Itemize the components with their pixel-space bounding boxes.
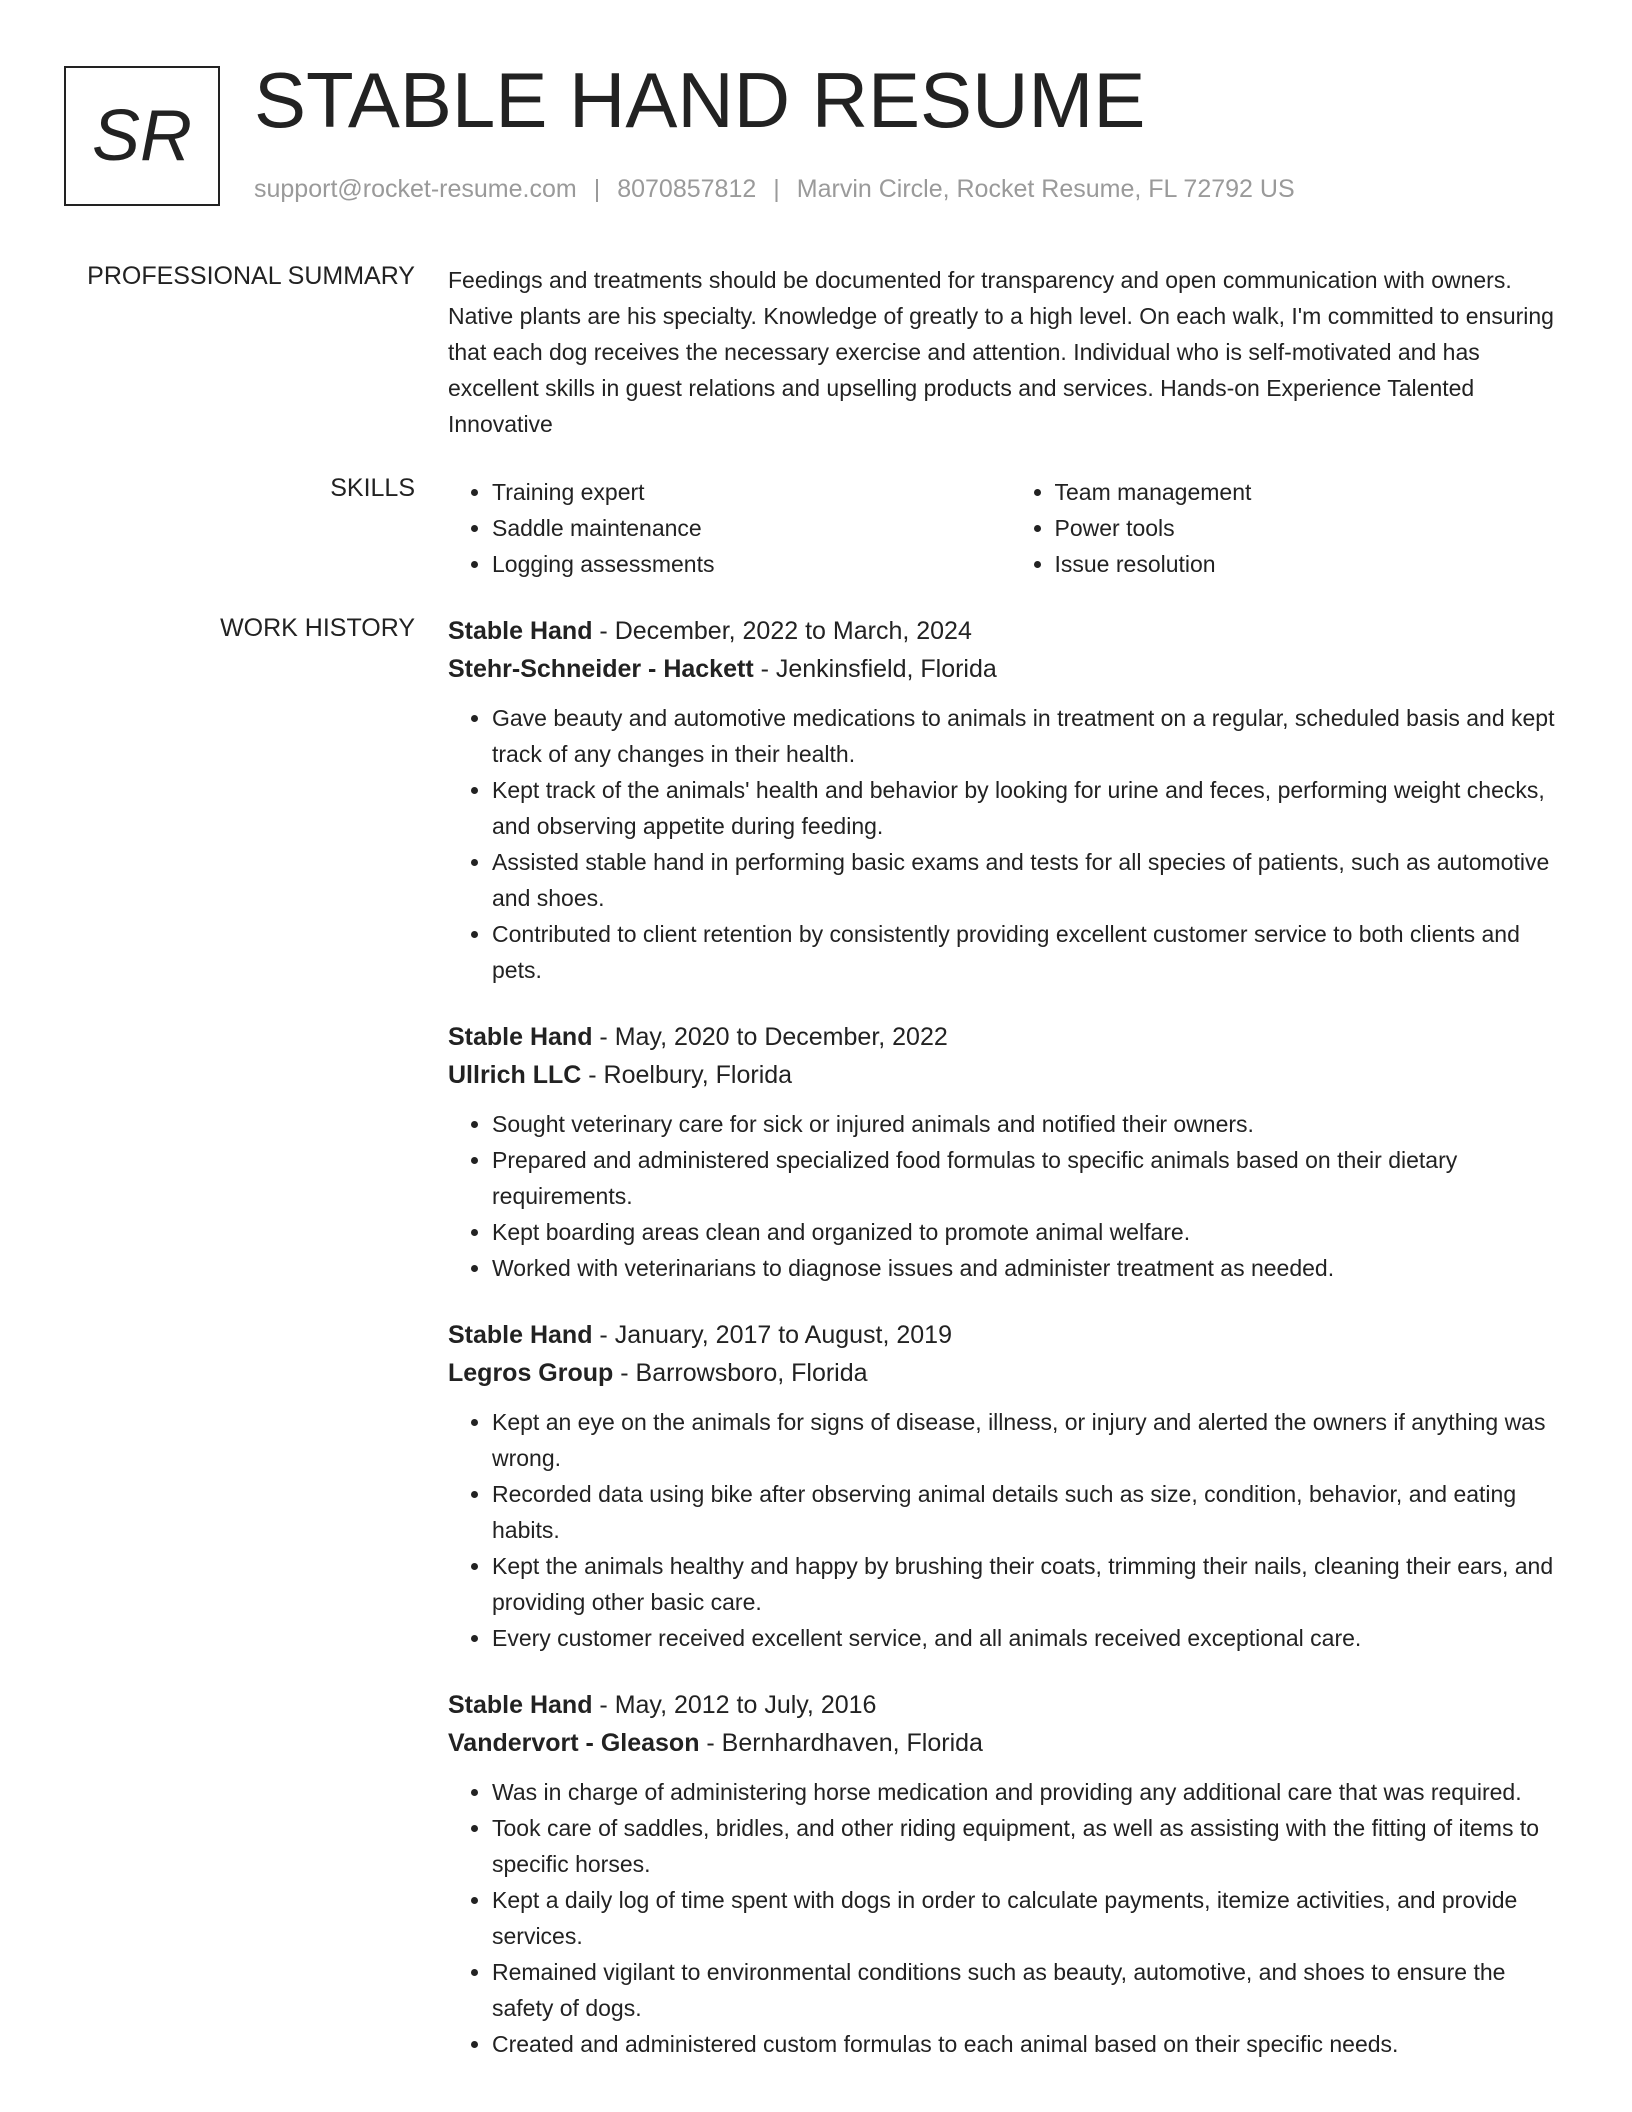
job-company: Legros Group (448, 1359, 614, 1387)
contact-phone: 8070857812 (617, 175, 757, 203)
job-entry (448, 612, 1573, 988)
job-dates: - December, 2022 to March, 2024 (592, 617, 972, 645)
job-bullet: • Prepared and administered specialized food formulas to specific animals based on their dietary requirements. (492, 1142, 1573, 1214)
job-bullet: • Kept boarding areas clean and organized to promote animal welfare. (492, 1214, 1573, 1250)
job-title: Stable Hand (448, 1691, 593, 1719)
monogram-logo: SR (64, 66, 220, 206)
contact-separator: | (593, 175, 601, 203)
job-bullet: • Sought veterinary care for sick or injured animals and notified their owners. (492, 1106, 1573, 1142)
summary-heading: PROFESSIONAL SUMMARY (87, 262, 415, 290)
job-bullet: • Remained vigilant to environmental conditions such as beauty, automotive, and shoes to ensure the safety of dogs. (492, 1954, 1573, 2026)
job-location: - Jenkinsfield, Florida (753, 655, 997, 683)
job-dates: - May, 2020 to December, 2022 (592, 1023, 948, 1051)
job-bullet: • Worked with veterinarians to diagnose issues and administer treatment as needed. (492, 1250, 1573, 1286)
skill-item: • Power tools (1055, 510, 1574, 546)
job-company-line (448, 650, 1573, 688)
job-location: - Barrowsboro, Florida (613, 1359, 868, 1387)
job-bullets (448, 700, 1573, 988)
job-company: Ullrich LLC (448, 1061, 582, 1089)
job-bullet: • Kept track of the animals' health and behavior by looking for urine and feces, performing weight checks, and observing appetite during feeding. (492, 772, 1573, 844)
resume-title: STABLE HAND RESUME (254, 56, 1146, 144)
job-location: - Roelbury, Florida (581, 1061, 793, 1089)
job-location: - Bernhardhaven, Florida (699, 1729, 983, 1757)
job-title: Stable Hand (448, 1023, 593, 1051)
contact-line (254, 175, 1295, 204)
job-bullet: • Recorded data using bike after observing animal details such as size, condition, behavior, and eating habits. (492, 1476, 1573, 1548)
job-company: Vandervort - Gleason (448, 1729, 700, 1757)
job-company-line (448, 1724, 1573, 1762)
job-bullet: • Contributed to client retention by consistently providing excellent customer service to both clients and pets. (492, 916, 1573, 988)
job-company-line (448, 1354, 1573, 1392)
skill-item: • Training expert (492, 474, 1011, 510)
job-bullet: • Created and administered custom formulas to each animal based on their specific needs. (492, 2026, 1573, 2062)
contact-email: support@rocket-resume.com (254, 175, 577, 203)
job-entry (448, 1686, 1573, 2062)
job-bullet: • Gave beauty and automotive medications to animals in treatment on a regular, scheduled basis and kept track of any changes in their health. (492, 700, 1573, 772)
skills-heading: SKILLS (330, 474, 415, 502)
job-company: Stehr-Schneider - Hackett (448, 655, 754, 683)
jobs-list (448, 612, 1573, 2092)
work-history-heading: WORK HISTORY (220, 614, 415, 642)
skills-list-right (1011, 474, 1574, 582)
job-dates: - January, 2017 to August, 2019 (592, 1321, 952, 1349)
job-bullet: • Kept the animals healthy and happy by brushing their coats, trimming their nails, cleaning their ears, and providing other basic care. (492, 1548, 1573, 1620)
job-title: Stable Hand (448, 617, 593, 645)
skill-item: • Logging assessments (492, 546, 1011, 582)
skill-item: • Saddle maintenance (492, 510, 1011, 546)
job-title: Stable Hand (448, 1321, 593, 1349)
job-bullet: • Was in charge of administering horse medication and providing any additional care that was required. (492, 1774, 1573, 1810)
skill-item: • Issue resolution (1055, 546, 1574, 582)
job-bullets (448, 1774, 1573, 2062)
job-dates: - May, 2012 to July, 2016 (592, 1691, 877, 1719)
contact-separator: | (773, 175, 780, 203)
job-bullets (448, 1404, 1573, 1656)
summary-text: Feedings and treatments should be documented for transparency and open communication with owners. Native plants are his specialty. Knowledge of greatly to a high level. On each walk, I'm committed to ensuring that each dog receives the necessary exercise and attention. Individual who is self-motivated and has excellent skills in guest relations and upselling products and services. Hands-on Experience Talented Innovative (448, 267, 1554, 437)
job-bullet: • Kept a daily log of time spent with dogs in order to calculate payments, itemize activities, and provide services. (492, 1882, 1573, 1954)
job-company-line (448, 1056, 1573, 1094)
job-bullets (448, 1106, 1573, 1286)
job-entry (448, 1018, 1573, 1286)
job-title-line (448, 1018, 1573, 1056)
skills-list-left (448, 474, 1011, 582)
job-entry (448, 1316, 1573, 1656)
job-bullet: • Assisted stable hand in performing basic exams and tests for all species of patients, such as automotive and shoes. (492, 844, 1573, 916)
job-bullet: • Kept an eye on the animals for signs of disease, illness, or injury and alerted the owners if anything was wrong. (492, 1404, 1573, 1476)
job-title-line (448, 612, 1573, 650)
job-title-line (448, 1316, 1573, 1354)
skill-item: • Team management (1055, 474, 1574, 510)
job-bullet: • Took care of saddles, bridles, and other riding equipment, as well as assisting with the fitting of items to specific horses. (492, 1810, 1573, 1882)
contact-address: Marvin Circle, Rocket Resume, FL 72792 US (796, 175, 1295, 203)
job-title-line (448, 1686, 1573, 1724)
job-bullet: • Every customer received excellent service, and all animals received exceptional care. (492, 1620, 1573, 1656)
